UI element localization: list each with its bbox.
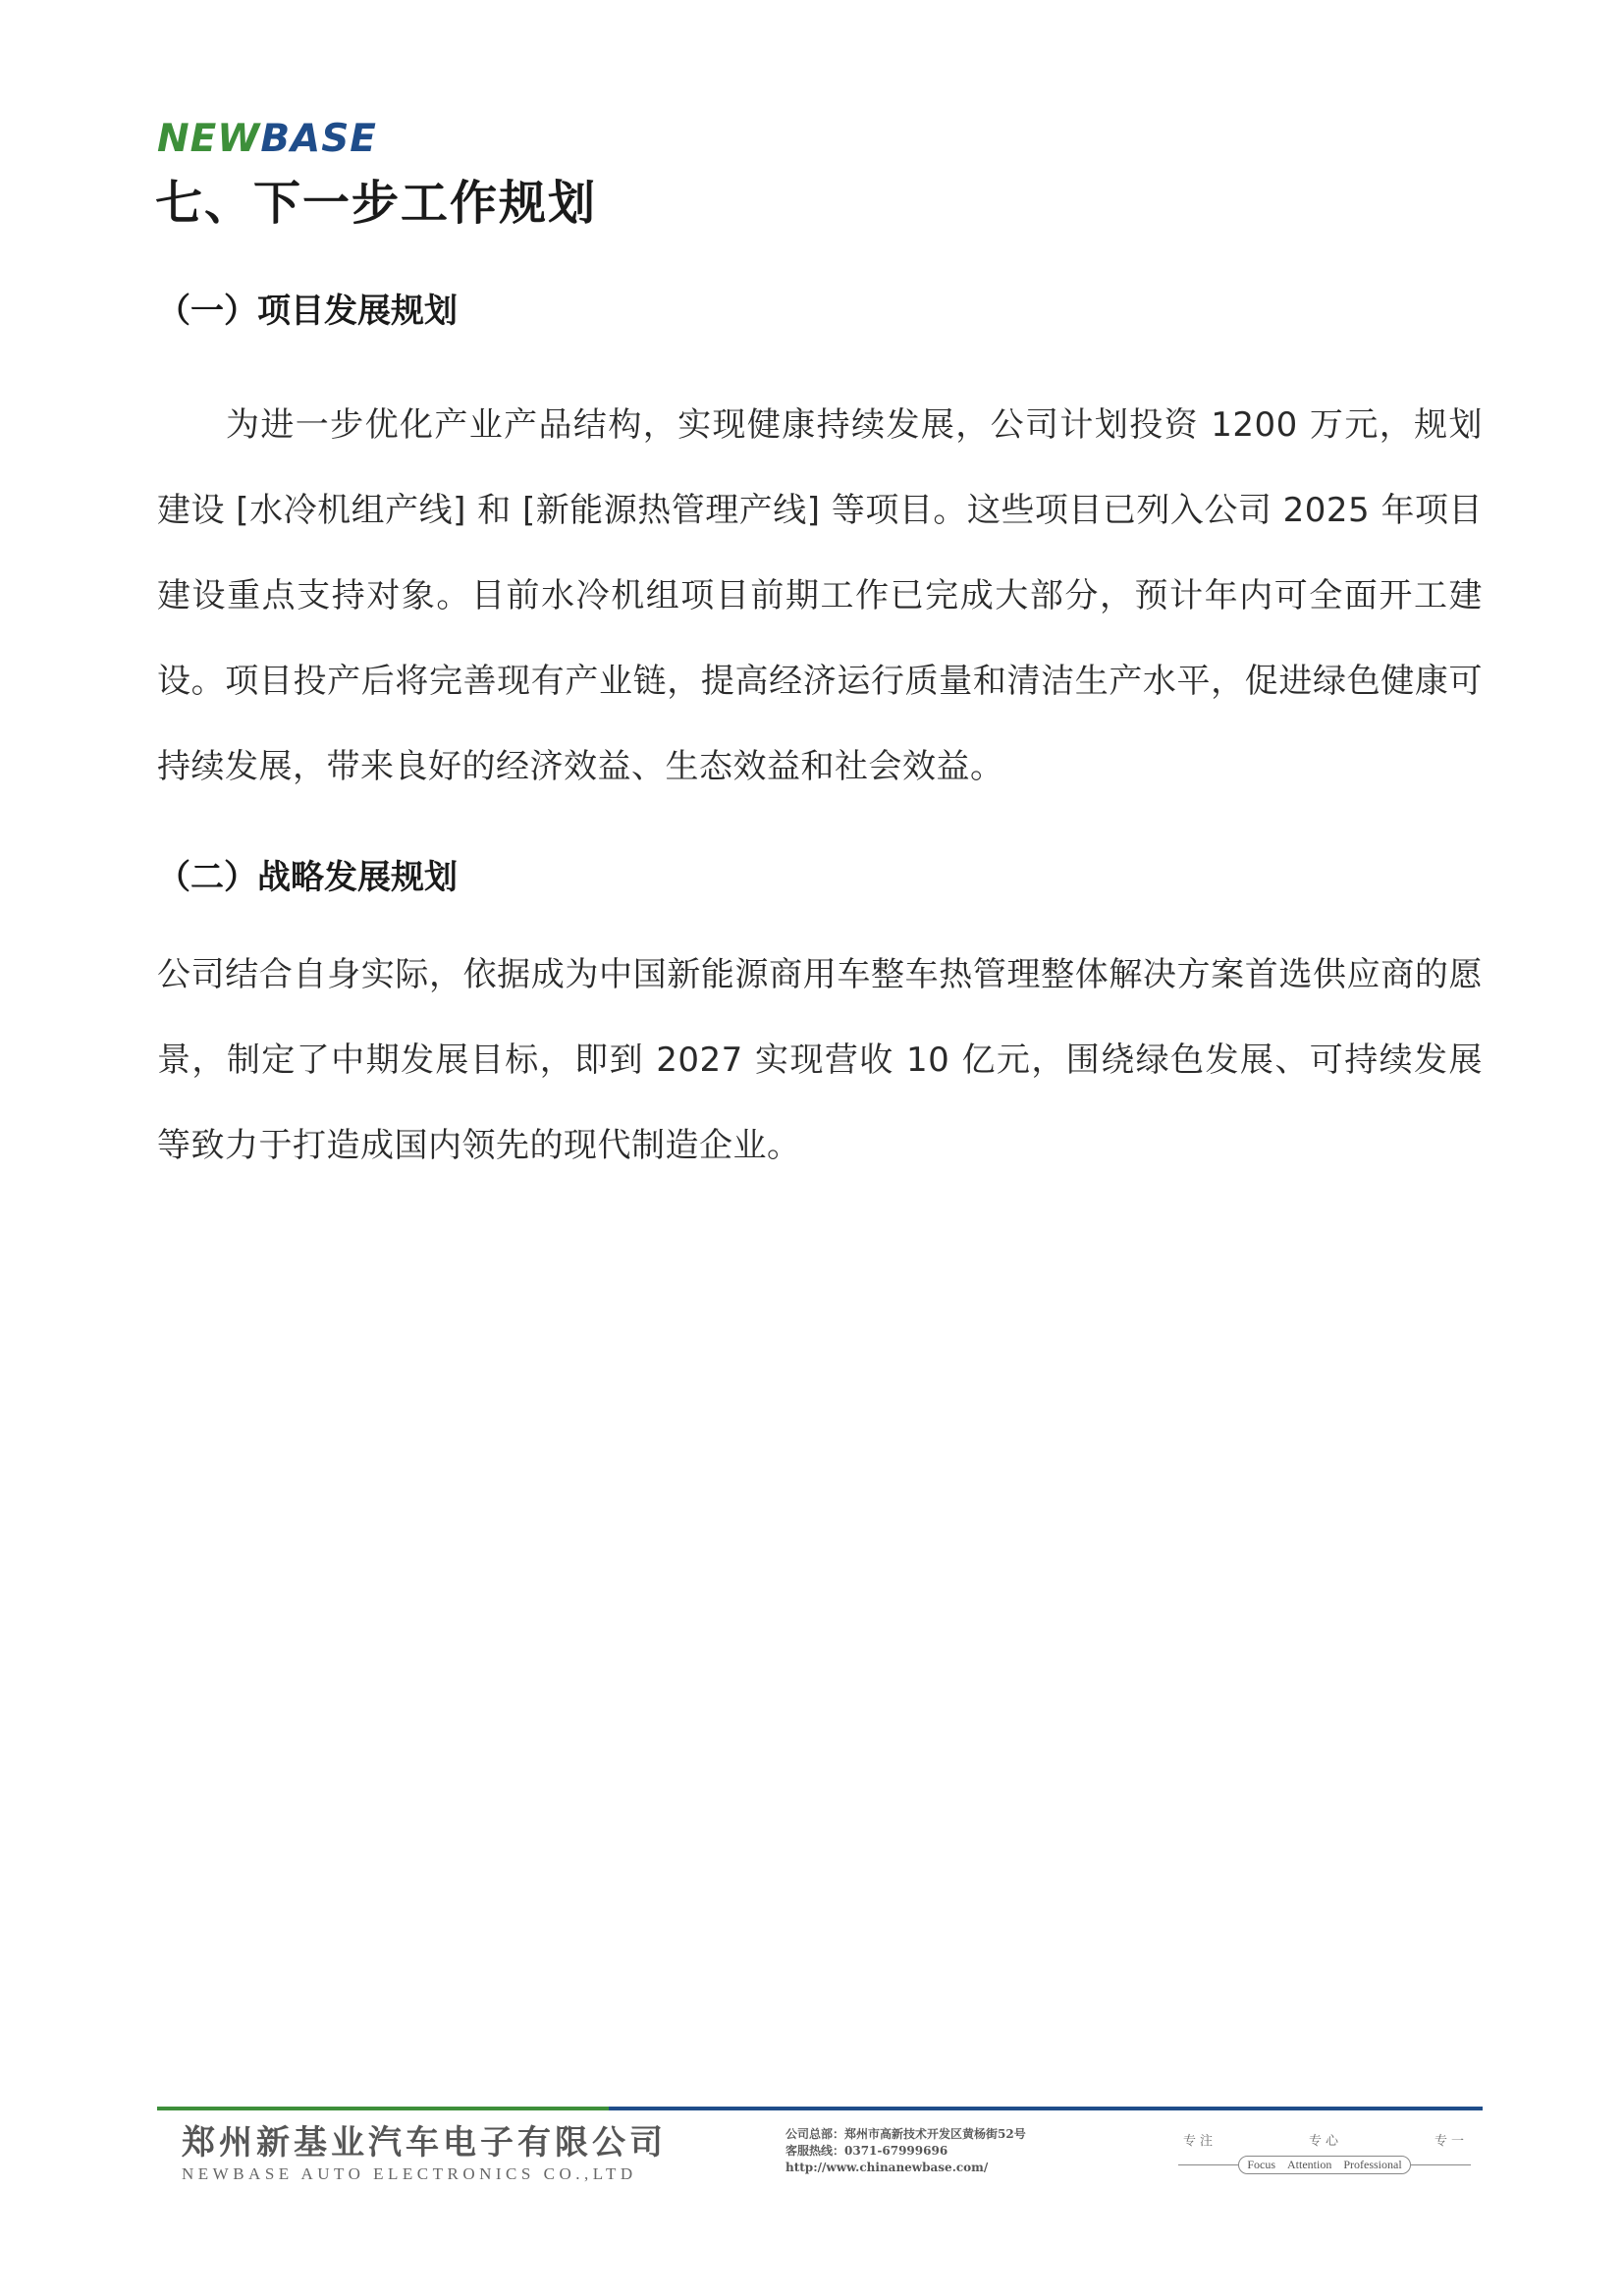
logo-new-text: NEW [157,117,261,161]
slogan-attention: 专心 [1308,2134,1342,2149]
logo-base-text: BASE [260,117,377,161]
section-paragraph-strategy-plan: 公司结合自身实际，依据成为中国新能源商用车整车热管理整体解决方案首选供应商的愿景，制定了中期发展目标，即到 2027 实现营收 10 亿元，围绕绿色发展、可持续发展等致力于打造成国内领先的现代制造企业。 [157,955,1483,1165]
footer-address: 公司总部：郑州市高新技术开发区黄杨街52号 [785,2127,1026,2141]
footer-tagline [1178,2154,1471,2175]
footer-hotline: 客服热线：0371-67999696 [785,2144,948,2158]
footer-url: http://www.chinanewbase.com/ [785,2161,989,2174]
footer-slogans [1183,2130,1468,2149]
tagline-professional: Professional [1343,2157,1402,2171]
footer-company-name: 郑州新基业汽车电子有限公司 [182,2123,667,2163]
page-title: 七、下一步工作规划 [155,176,598,231]
section-paragraph-project-plan: 为进一步优化产业产品结构，实现健康持续发展，公司计划投资 1200 万元，规划建设 [水冷机组产线] 和 [新能源热管理产线] 等项目。这些项目已列入公司 2025 年项目建设重点支持对象。目前水冷机组项目前期工作已完成大部分，预计年内可全面开工建设。项目投产后将完善现有产业链，提高经济运行质量和清洁生产水平，促进绿色健康可持续发展，带来良好的经济效益、生态效益和社会效益。 [157,405,1483,786]
newbase-logo [157,116,377,163]
tagline-focus: Focus [1247,2157,1276,2171]
footer-company-name-en: NEWBASE AUTO ELECTRONICS CO.,LTD [182,2164,637,2183]
slogan-professional: 专一 [1434,2134,1468,2149]
footer-divider [157,2107,1483,2110]
footer-contact-info [785,2126,1026,2176]
slogan-focus: 专注 [1183,2134,1218,2149]
section-heading-strategy-plan: （二）战略发展规划 [157,858,458,897]
section-heading-project-plan: （一）项目发展规划 [157,292,458,331]
footer-tagline-pill [1238,2156,1410,2174]
tagline-attention: Attention [1287,2157,1332,2171]
